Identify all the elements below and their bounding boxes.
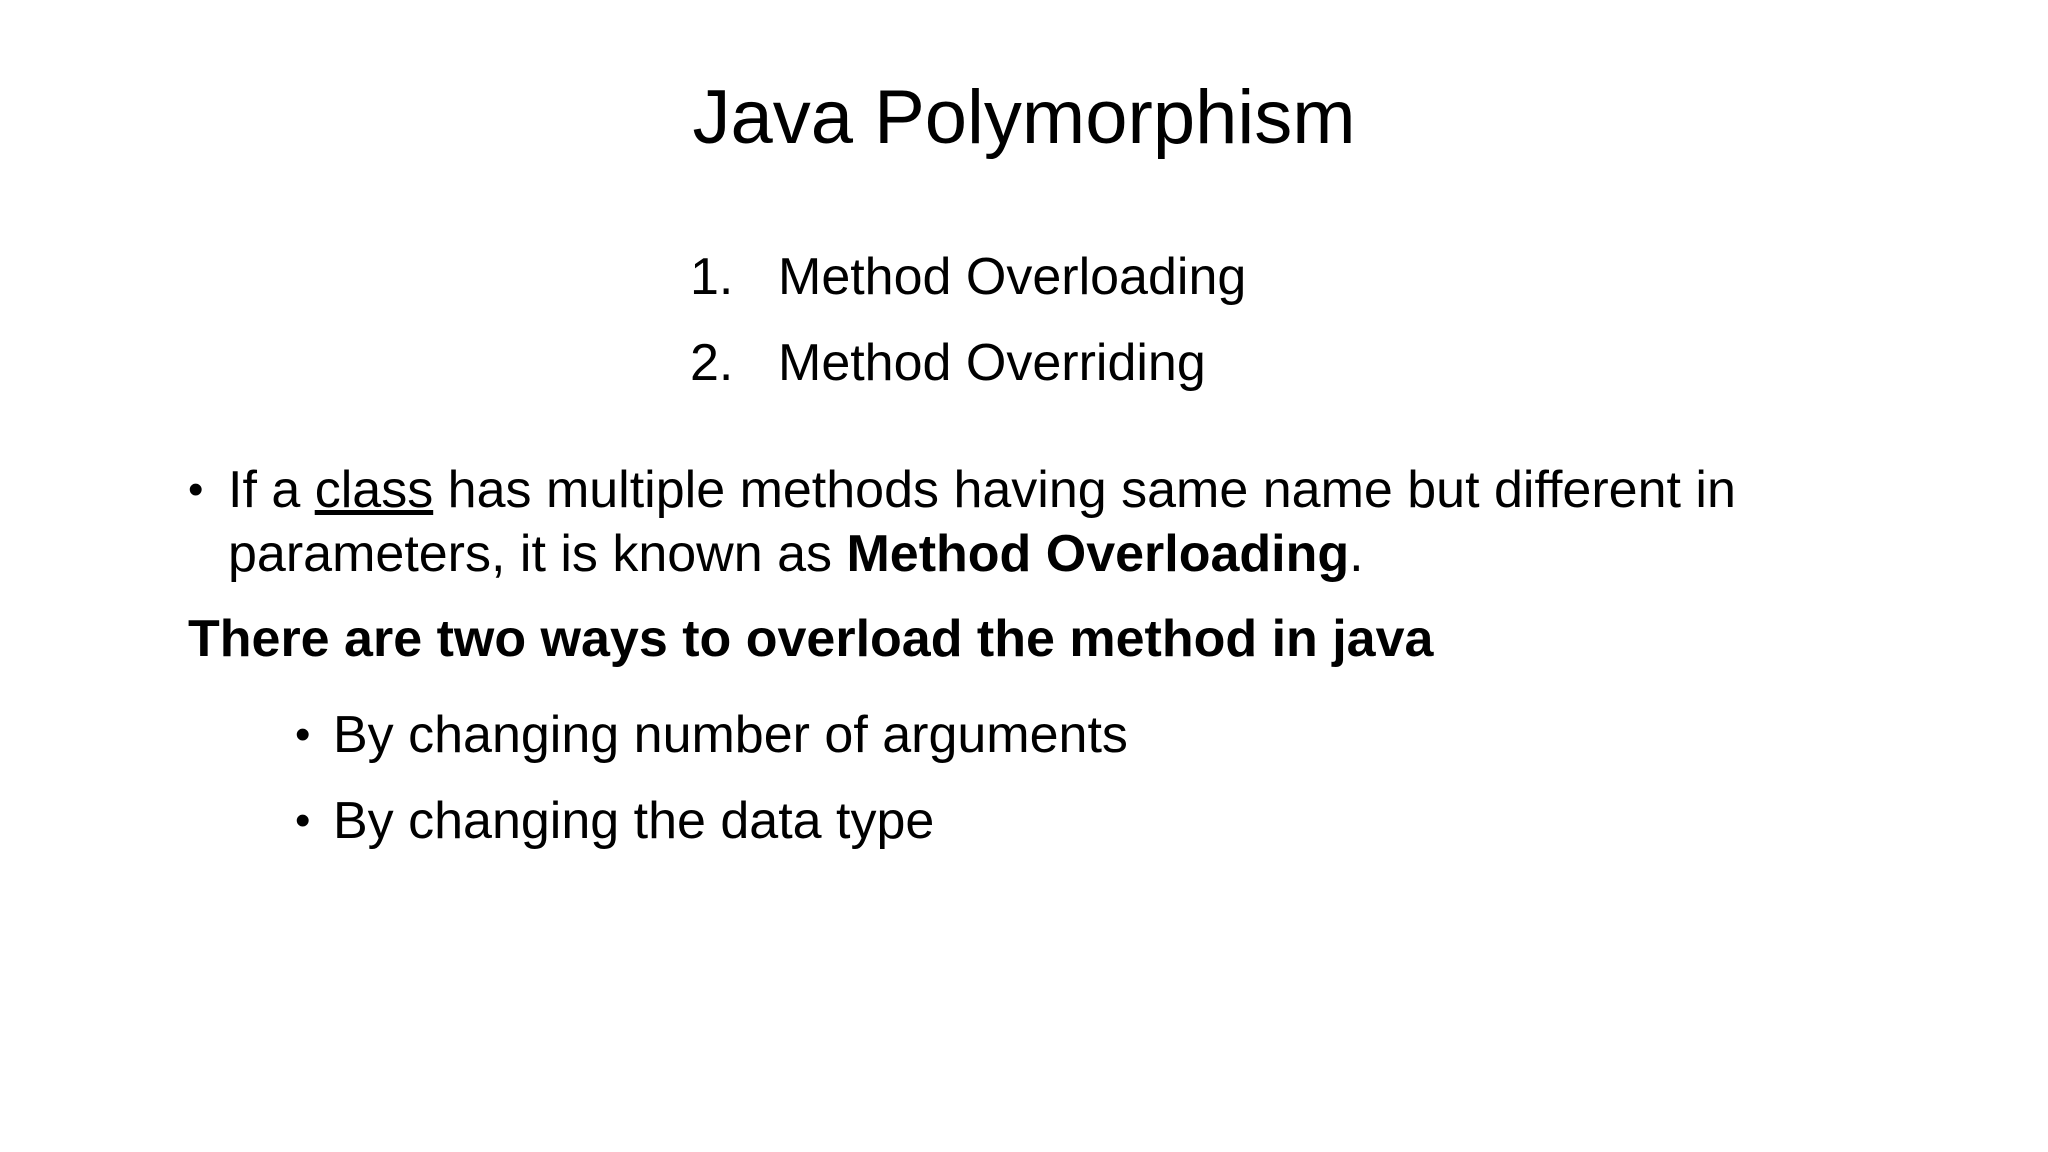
bullet-dot: • [295,710,311,759]
way-item-2 [295,778,1128,864]
way-text: By changing the data type [333,792,935,850]
way-item-1 [295,692,1128,778]
definition-bullet [188,458,1888,586]
text-part: If a [228,461,315,519]
item-text: Method Overriding [778,334,1206,392]
way-text: By changing number of arguments [333,706,1128,764]
slide-title: Java Polymorphism [692,75,1356,160]
item-text: Method Overloading [778,248,1247,306]
text-part: . [1349,525,1364,583]
bullet-dot: • [295,796,311,845]
class-link[interactable]: class [314,461,434,519]
section-heading: There are two ways to overload the method in java [188,610,1434,668]
numbered-item-1 [690,234,1246,320]
text-part: has multiple methods having same name but different in parameters, it is known as [228,461,1736,583]
bullet-text [228,458,1888,586]
numbered-list [690,234,1246,406]
ways-list [295,692,1128,864]
item-number: 1. [690,248,734,306]
bold-term: Method Overloading [846,525,1350,583]
bullet-dot: • [188,465,204,514]
bullet-row [188,458,1888,586]
item-number: 2. [690,334,734,392]
numbered-item-2 [690,320,1246,406]
